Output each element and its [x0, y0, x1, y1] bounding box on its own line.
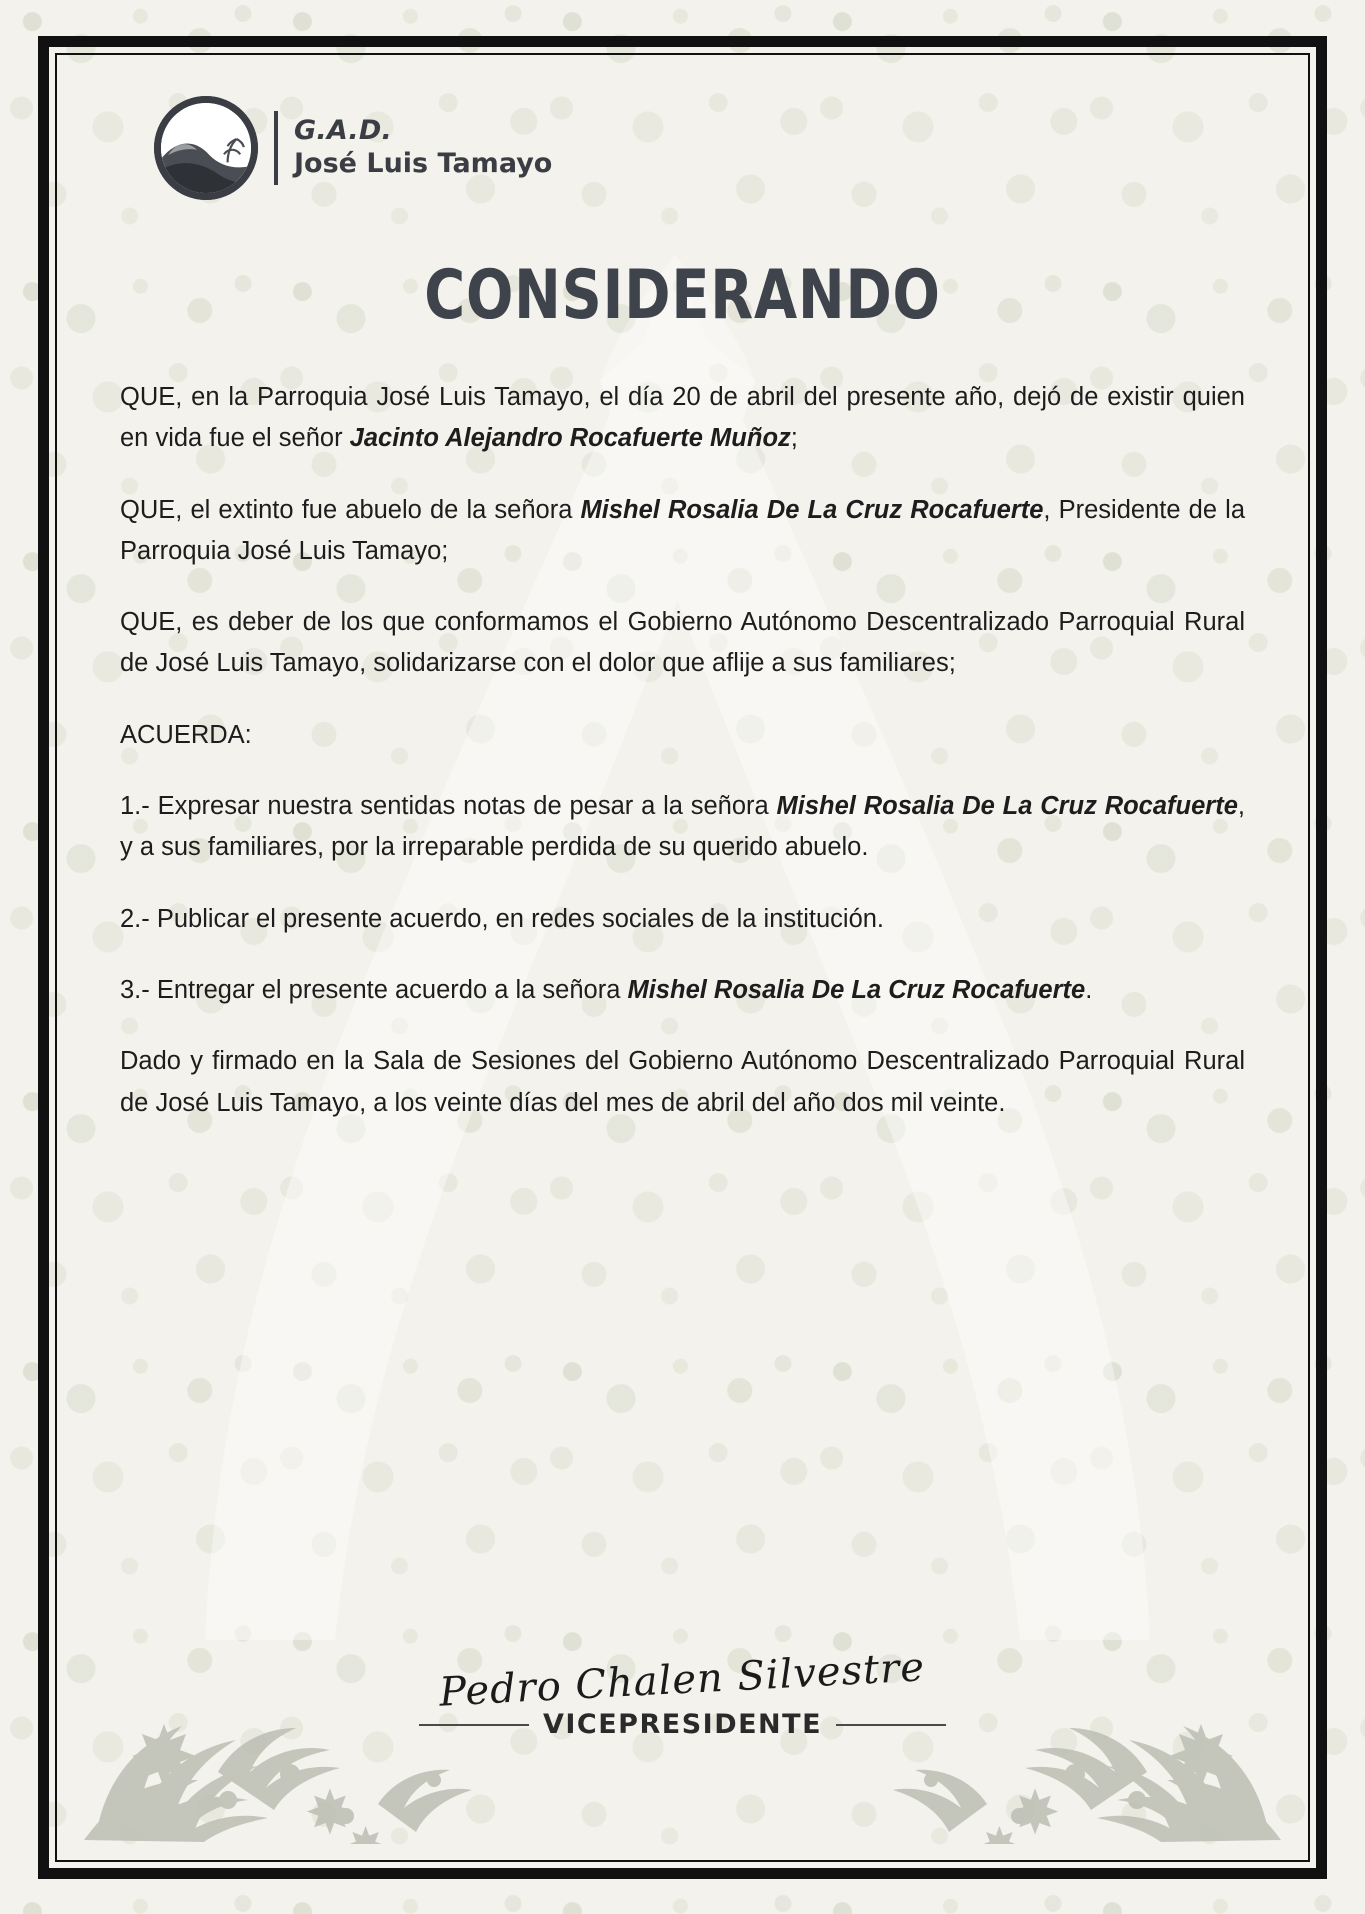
signature-name: Pedro Chalen Silvestre	[438, 1644, 927, 1716]
signature-rule-left	[419, 1724, 529, 1726]
page-title: CONSIDERANDO	[424, 256, 941, 335]
brand-name: José Luis Tamayo	[294, 148, 553, 180]
institution-brand	[154, 96, 1245, 200]
paragraph: 3.- Entregar el presente acuerdo a la señora Mishel Rosalia De La Cruz Rocafuerte.	[120, 975, 1093, 1004]
paragraph: Dado y firmado en la Sala de Sesiones del Gobierno Autónomo Descentralizado Parroquial Rural de José Luis Tamayo, a los veinte días del mes de abril del año dos mil veinte.	[120, 1047, 1245, 1117]
brand-acronym: G.A.D.	[294, 114, 392, 146]
paragraph: QUE, es deber de los que conformamos el Gobierno Autónomo Descentralizado Parroquial Rural de José Luis Tamayo, solidarizarse con el dolor que aflije a sus familiares;	[120, 608, 1245, 678]
hill-landscape-seal-icon	[154, 96, 258, 200]
paragraph: 2.- Publicar el presente acuerdo, en redes sociales de la institución.	[120, 904, 885, 933]
signature-block	[60, 1644, 1305, 1740]
signature-role: VICEPRESIDENTE	[542, 1709, 823, 1740]
signature-role-row	[60, 1709, 1305, 1740]
document-body	[120, 377, 1245, 1124]
document-content	[60, 58, 1305, 1858]
paragraph: ACUERDA:	[120, 720, 252, 749]
paragraph: QUE, el extinto fue abuelo de la señora Mishel Rosalia De La Cruz Rocafuerte, Presidente de la Parroquia José Luis Tamayo;	[120, 495, 1245, 565]
brand-text	[274, 111, 552, 185]
signature-rule-right	[836, 1724, 946, 1726]
paragraph: QUE, en la Parroquia José Luis Tamayo, el día 20 de abril del presente año, dejó de existir quien en vida fue el señor Jacinto Alejandro Rocafuerte Muñoz;	[120, 383, 1245, 453]
paragraph: 1.- Expresar nuestra sentidas notas de pesar a la señora Mishel Rosalia De La Cruz Rocafuerte, y a sus familiares, por la irreparable perdida de su querido abuelo.	[120, 792, 1245, 862]
